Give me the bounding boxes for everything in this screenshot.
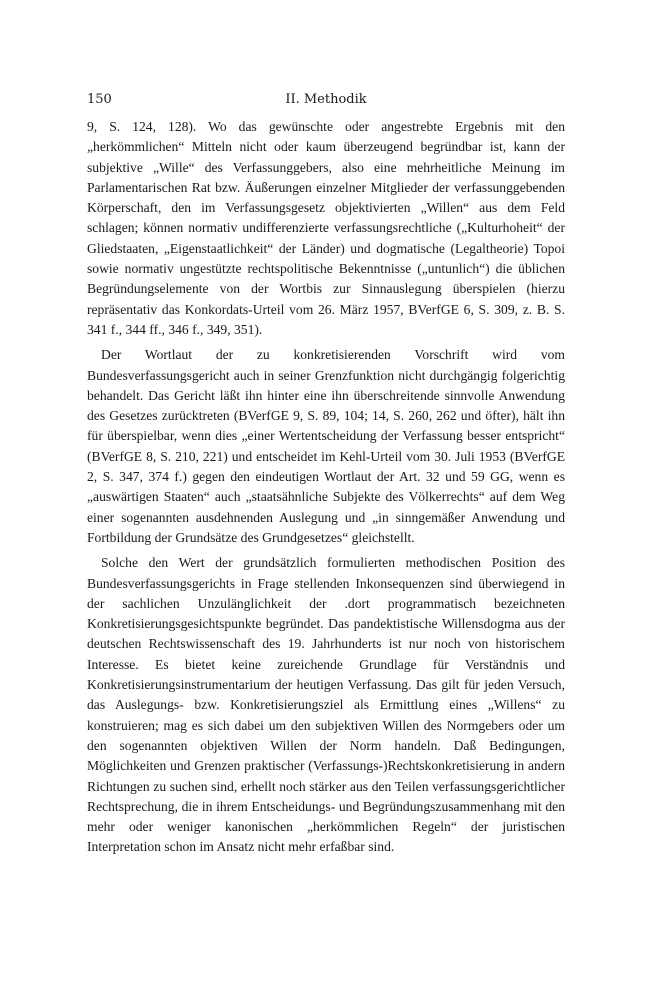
running-title: II. Methodik — [285, 92, 367, 107]
paragraph-1: 9, S. 124, 128). Wo das gewünschte oder angestrebte Ergebnis mit den „herkömmlichen“ Mitteln nicht oder kaum überzeugend begründbar ist, kann der subjektive „Wille“ des Verfassunggebers, also eine mehrheitliche Meinung im Parlamentarischen Rat bzw. Äußerungen einzelner Mitglieder der verfassunggebenden Körperschaft, den im Verfassungsgesetz objektivierten „Willen“ aus dem Feld schlagen; können normativ undifferenzierte verfassungsrechtliche („Kulturhoheit“ der Gliedstaaten, „Eigenstaatlichkeit“ der Länder) und dogmatische (Legaltheorie) Topoi sowie normativ ungestützte rechtspolitische Bekenntnisse („untunlich“) die üblichen Begründungselemente von der Wortbis zur Sinnauslegung überspielen (hierzu repräsentativ das Konkordats-Urteil vom 26. März 1957, BVerfGE 6, S. 309, z. B. S. 341 f., 344 ff., 346 f., 349, 351). — [87, 119, 565, 337]
body-text — [87, 117, 565, 858]
book-page — [87, 92, 565, 863]
paragraph-3: Solche den Wert der grundsätzlich formulierten methodischen Position des Bundesverfassungsgerichts in Frage stellenden Inkonsequenzen sind überwiegend in der sachlichen Unzulänglichkeit der .dort programmatisch bezeichneten Konkretisierungsgesichtspunkte begründet. Das pandektistische Willensdogma aus der deutschen Rechtswissenschaft des 19. Jahrhunderts ist nur noch von historischem Interesse. Es bietet keine zureichende Grundlage für Verständnis und Konkretisierungsinstrumentarium der heutigen Verfassung. Das gilt für jeden Versuch, das Auslegungs- bzw. Konkretisierungsziel als Ermittlung eines „Willens“ zu konstruieren; mag es sich dabei um den subjektiven Willen des Normgebers oder um den sogenannten objektiven Willen der Norm handeln. Daß Bedingungen, Möglichkeiten und Grenzen praktischer (Verfassungs-)Rechtskonkretisierung in andern Richtungen zu suchen sind, erhellt noch stärker aus den Teilen verfassungsgerichtlicher Rechtsprechung, die in ihrem Entscheidungs- und Begründungszusammenhang mit den mehr oder weniger kanonischen „herkömmlichen Regeln“ der juristischen Interpretation schon im Ansatz nicht mehr erfaßbar sind. — [87, 555, 565, 855]
page-header — [87, 92, 565, 114]
paragraph-2: Der Wortlaut der zu konkretisierenden Vorschrift wird vom Bundesverfassungsgericht auch in seiner Grenzfunktion nicht durchgängig folgerichtig behandelt. Das Gericht läßt ihn hinter eine ihn überschreitende sinnvolle Anwendung des Gesetzes zurücktreten (BVerfGE 9, S. 89, 104; 14, S. 260, 262 und öfter), hält ihn für überspielbar, wenn dies „einer Wertentscheidung der Verfassung besser entspricht“ (BVerfGE 8, S. 210, 221) und entscheidet im Kehl-Urteil vom 30. Juli 1953 (BVerfGE 2, S. 347, 374 f.) gegen den eindeutigen Wortlaut der Art. 32 und 59 GG, wenn es „auswärtigen Staaten“ auch „staatsähnliche Subjekte des Völkerrechts“ auf dem Weg einer sogenannten ausdehnenden Auslegung und „in sinngemäßer Anwendung und Fortbildung der Grundsätze des Grundgesetzes“ gleichstellt. — [87, 347, 565, 545]
page-number: 150 — [87, 92, 112, 107]
